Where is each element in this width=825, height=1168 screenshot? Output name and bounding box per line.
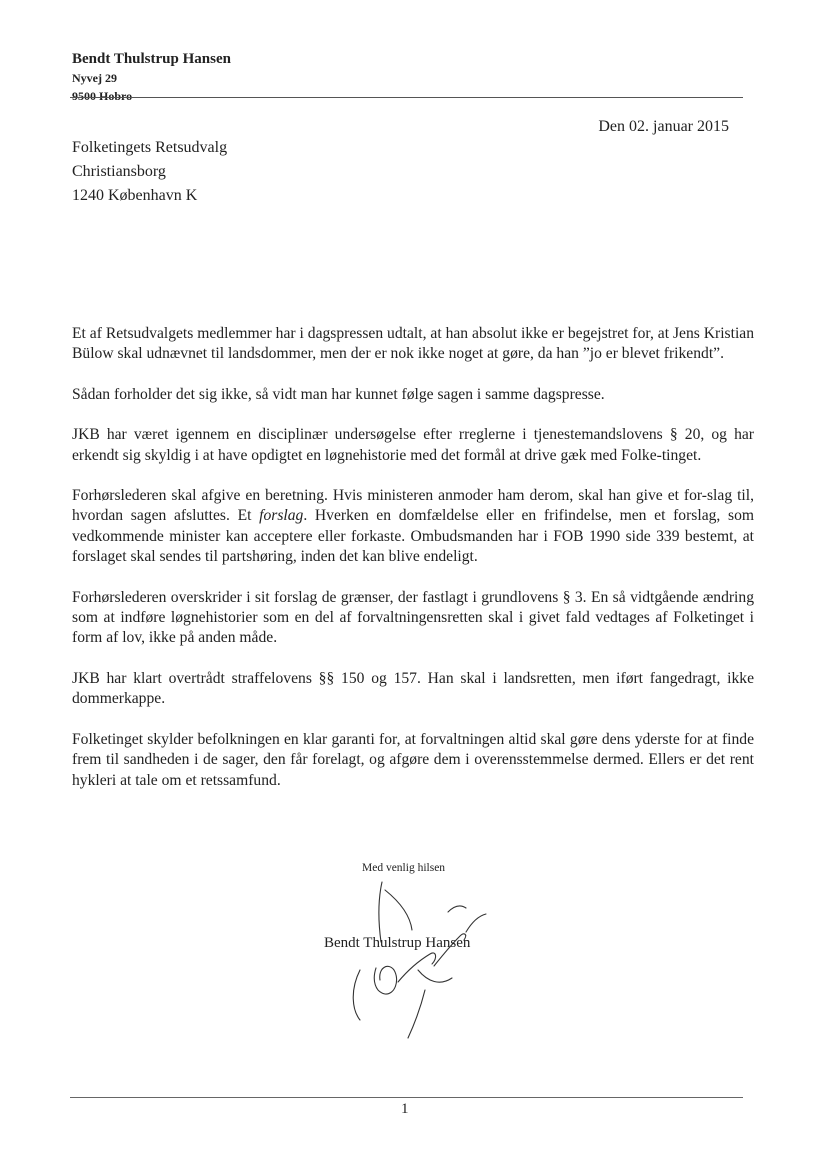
page-number: 1 [401,1101,409,1117]
paragraph-4 [72,486,754,568]
signatory-name: Bendt Thulstrup Hansen [324,935,471,951]
recipient-block [72,136,227,208]
sender-city: 9500 Hobro [72,89,133,103]
closing-salutation: Med venlig hilsen [362,862,446,874]
handwritten-signature [330,870,500,1045]
paragraph-1: Et af Retsudvalgets medlemmer har i dagspressen udtalt, at han absolut ikke er begejstret for, at Jens Kristian Bülow skal udnævnet til landsdommer, men der er nok ikke noget at gøre, da han ”jo er blevet frikendt”. [72,325,754,363]
sender-street: Nyvej 29 [72,71,117,85]
header-divider [70,97,743,98]
paragraph-6: JKB har klart overtrådt straffelovens §§ 150 og 157. Han skal i landsretten, men iført fangedragt, ikke dommerkappe. [72,669,754,708]
recipient-line-1: Folketingets Retsudvalg [72,139,228,156]
recipient-line-2: Christiansborg [72,163,166,180]
letter-body [72,324,754,811]
paragraph-5: Forhørslederen overskrider i sit forslag de grænser, der fastlagt i grundlovens § 3. En så vidtgående ændring som at indføre løgnehistorier som en del af forvaltningensretten skal i givet fald vedtages af Folketinget i form af lov, ikke på anden måde. [72,588,754,647]
sender-name: Bendt Thulstrup Hansen [72,51,231,67]
paragraph-4-part-b: . Hverken en domfældelse eller en frifindelse, men et forslag, som vedkommende minister kan acceptere eller forkaste. Ombudsmanden har i FOB 1990 side 339 bestemt, at forslaget skal sendes til partshøring, inden det kan blive endeligt. [72,507,755,566]
footer-divider [70,1097,743,1098]
paragraph-4-part-a: Forhørslederen skal afgive en beretning. Hvis ministeren anmoder ham derom, skal han give et for-slag til, hvordan sagen afsluttes. Et [72,487,754,525]
paragraph-7: Folketinget skylder befolkningen en klar garanti for, at forvaltningen altid skal gøre dens yderste for at finde frem til sandheden i de sager, den får forelagt, og afgøre dem i overensstemmelse dermed. Ellers er det rent hykleri at tale om et retssamfund. [72,730,754,789]
paragraph-4-emphasis: forslag [259,507,304,525]
recipient-line-3: 1240 København K [72,187,198,204]
letter-date: Den 02. januar 2015 [598,118,729,135]
paragraph-3: JKB har været igennem en disciplinær undersøgelse efter rreglerne i tjenestemandslovens § 20, og har erkendt sig skyldig i at have opdigtet en løgnehistorie med det formål at drive gæk med Folke-tinget. [72,426,754,464]
paragraph-2: Sådan forholder det sig ikke, så vidt man har kunnet følge sagen i samme dagspresse. [72,385,605,403]
